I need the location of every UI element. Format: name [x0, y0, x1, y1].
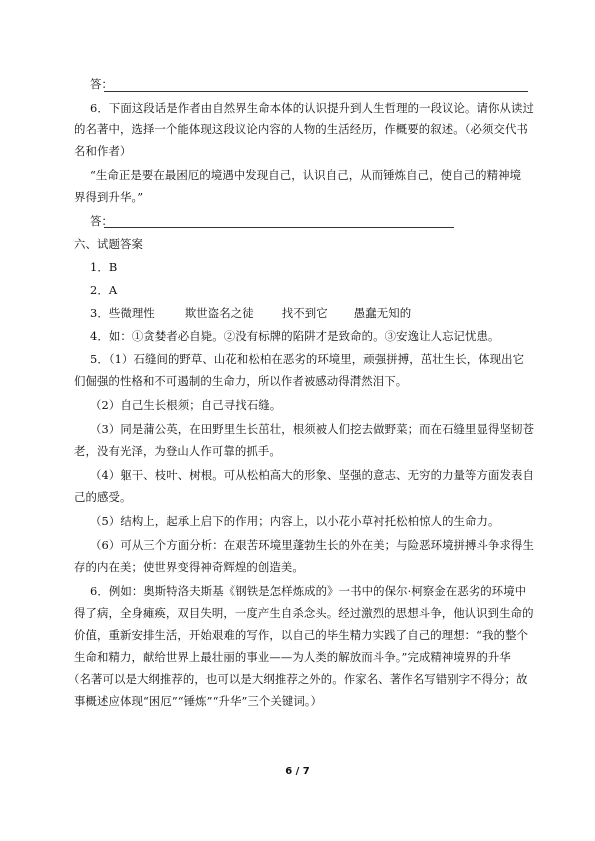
quote-line-2: 界得到升华。” [74, 190, 144, 204]
answer-6-line: 得了病，全身瘫痪，双目失明，一度产生自杀念头。经过激烈的思想斗争，他认识到生命的 [74, 606, 534, 620]
answer-6-note: 事概述应体现“困厄”“锤炼”“升华”三个关键词。） [74, 694, 323, 708]
answer-5-line: 己的感受。 [74, 490, 132, 504]
answer-6-note: （名著可以是大纲推荐的，也可以是大纲推荐之外的。作家名、著作名写错别字不得分；故 [68, 672, 528, 686]
question-6-line-1: 6．下面这段话是作者由自然界生命本体的认识提升到人生哲理的一段议论。请你从读过 [90, 101, 534, 115]
answer-5-line: 存的内在美；使世界变得神奇辉煌的创造美。 [74, 560, 304, 574]
answer-3-item: 3．些微理性 [90, 306, 155, 320]
answer-6-line: 生命和精力，献给世界上最壮丽的事业——为人类的解放而斗争。”完成精神境界的升华 [74, 650, 511, 664]
answer-5-line: （6）可从三个方面分析：在艰苦环境里蓬勃生长的外在美；与险恶环境拼搏斗争求得生 [90, 538, 534, 552]
answer-label: 答： [90, 77, 113, 91]
answer-1: 1．B [90, 260, 118, 274]
answer-5-line: 们倔强的性格和不可遏制的生命力，所以作者被感动得潸然泪下。 [74, 374, 408, 388]
answer-5-line: （5）结构上，起承上启下的作用；内容上，以小花小草衬托松柏惊人的生命力。 [90, 514, 500, 528]
answer-2: 2．A [90, 283, 118, 297]
question-6-line-3: 名和作者） [74, 144, 132, 158]
section-title: 六、试题答案 [74, 237, 143, 251]
answer-label: 答： [90, 214, 113, 228]
answer-3-item: 找不到它 [281, 306, 328, 320]
question-6-line-2: 的名著中，选择一个能体现这段议论内容的人物的生活经历，作概要的叙述。（必须交代书 [74, 122, 528, 136]
answer-6-line: 价值，重新安排生活，开始艰难的写作，以自己的毕生精力实践了自己的理想：“我的整个 [74, 628, 529, 642]
answer-5-line: 5．（1）石缝间的野草、山花和松柏在恶劣的环境里，顽强拼搏，茁壮生长，体现出它 [90, 352, 525, 366]
answer-3-item: 愚蠢无知的 [353, 306, 412, 320]
answer-3-item: 欺世盗名之徒 [184, 306, 254, 320]
page-number: 6 / 7 [285, 766, 310, 777]
answer-blank-line [104, 91, 528, 92]
quote-line-1: “生命正是要在最困厄的境遇中发现自己，认识自己，从而锤炼自己，使自己的精神境 [90, 168, 522, 182]
answer-5-line: （3）同是蒲公英，在田野里生长茁壮，根须被人们挖去做野菜；而在石缝里显得坚韧苍 [90, 422, 534, 436]
answer-6-line: 6．例如：奥斯特洛夫斯基《钢铁是怎样炼成的》一书中的保尔·柯察金在恶劣的环境中 [90, 584, 527, 598]
answer-5-line: （2）自己生长根须；自己寻找石缝。 [90, 398, 282, 412]
answer-4: 4．如：①贪婪者必自毙。②没有标牌的陷阱才是致命的。③安逸让人忘记忧患。 [90, 329, 500, 343]
answer-3 [90, 305, 411, 321]
answer-5-line: 老，没有光泽，为登山人作可靠的抓手。 [74, 444, 281, 458]
answer-5-line: （4）躯干、枝叶、树根。可从松柏高大的形象、坚强的意志、无穷的力量等方面发表自 [90, 468, 534, 482]
answer-blank-line [104, 227, 454, 228]
